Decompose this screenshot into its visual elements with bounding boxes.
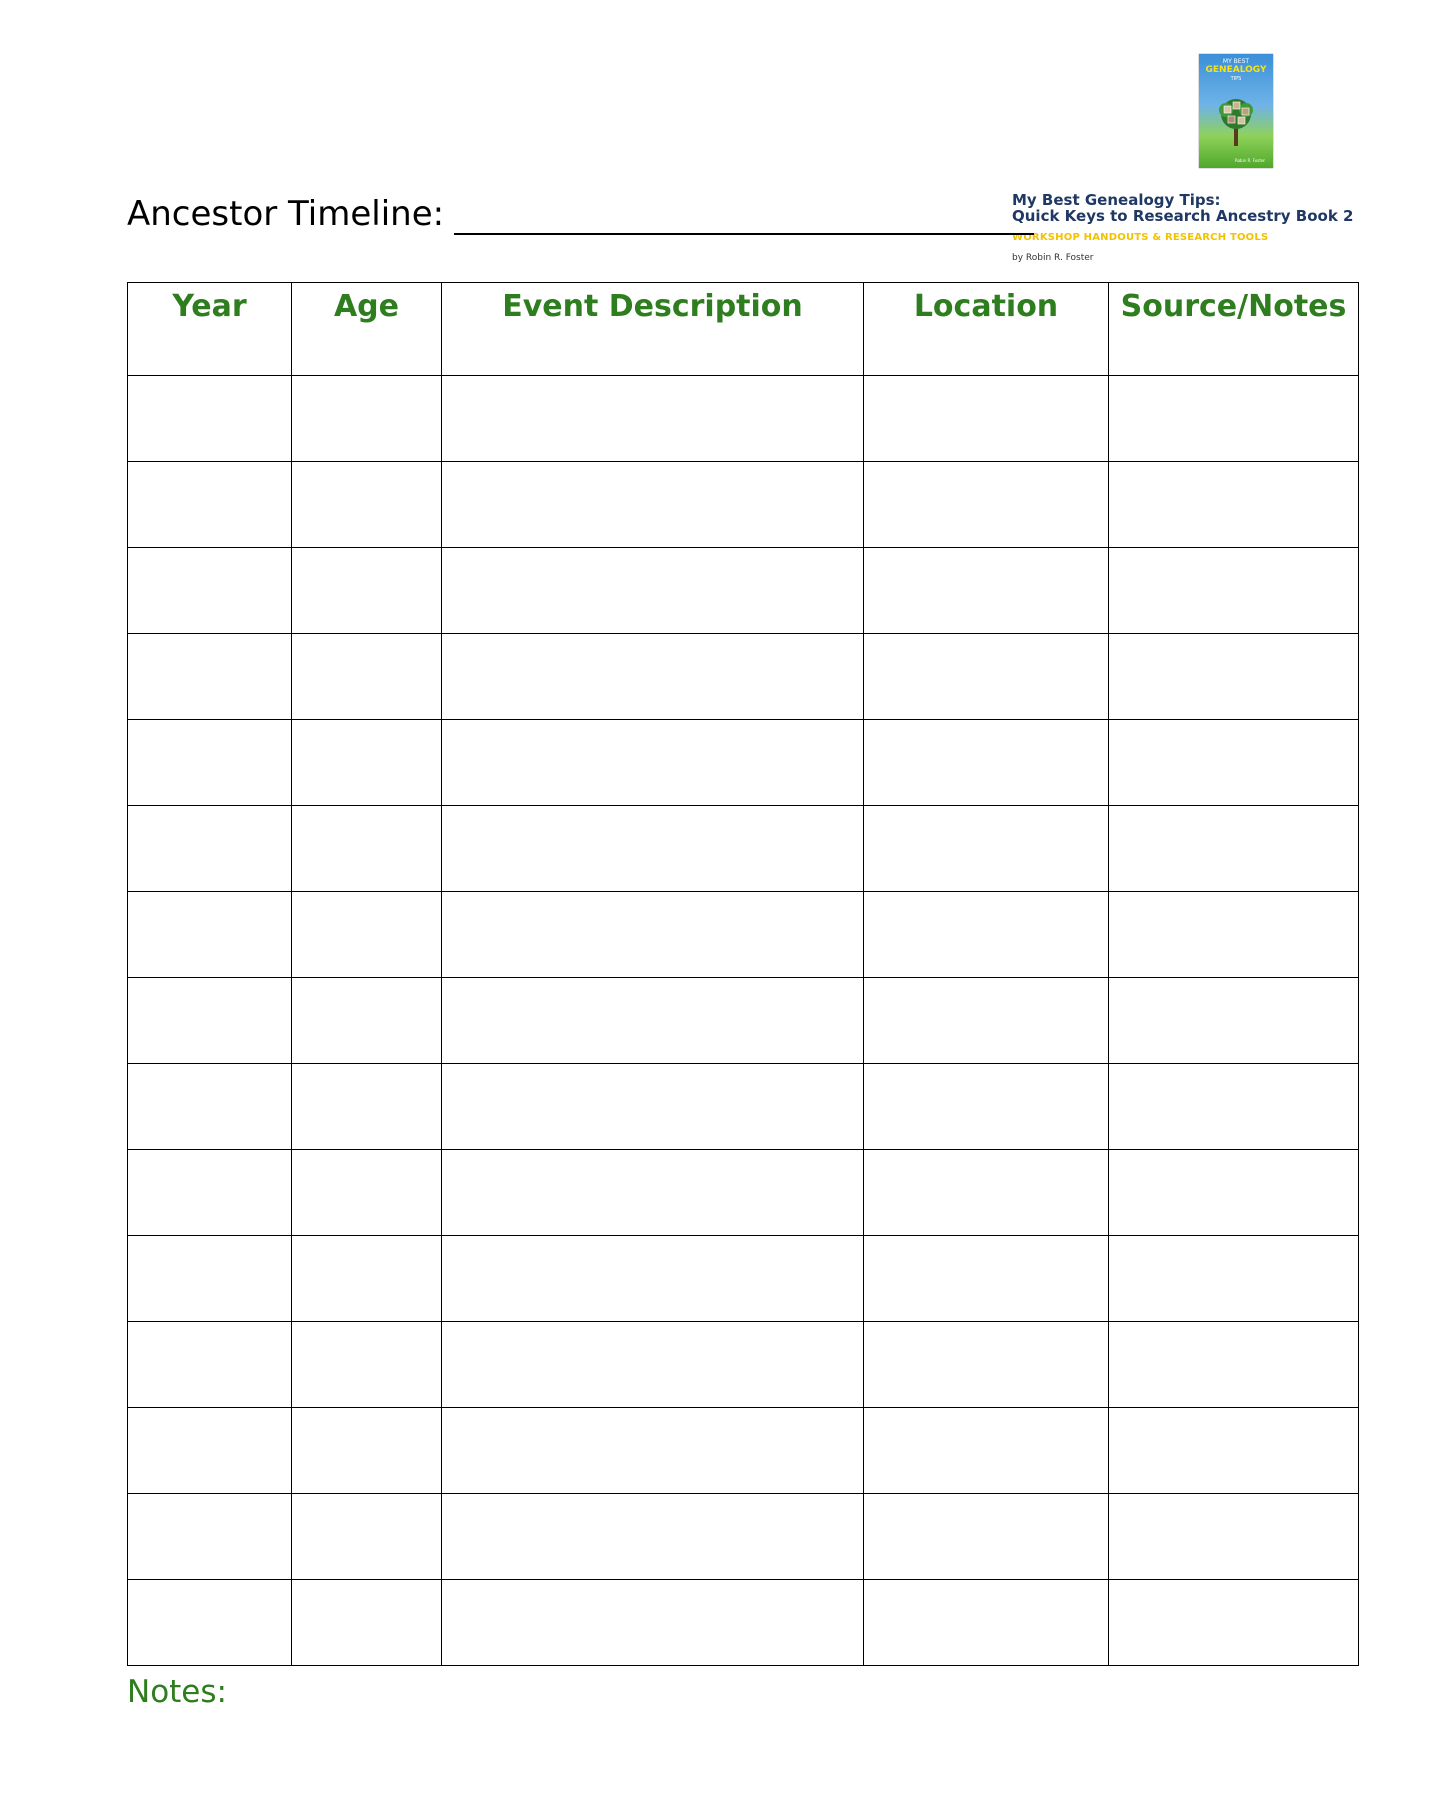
column-header-source-notes: Source/Notes [1109,283,1359,376]
tree-icon [1216,96,1256,146]
age-cell[interactable] [292,892,442,978]
age-cell[interactable] [292,376,442,462]
age-cell[interactable] [292,634,442,720]
book-title-line2: Quick Keys to Research Ancestry Book 2 [1012,207,1354,225]
book-cover-sub-text: TIPS [1230,76,1242,82]
location-cell[interactable] [864,978,1109,1064]
book-cover-top-text: MY BEST [1222,58,1250,65]
event-description-cell[interactable] [442,634,864,720]
location-cell[interactable] [864,1236,1109,1322]
table-row [128,1408,1359,1494]
year-cell[interactable] [128,978,292,1064]
event-description-cell[interactable] [442,806,864,892]
timeline-table [127,282,1359,1666]
location-cell[interactable] [864,1322,1109,1408]
location-cell[interactable] [864,1408,1109,1494]
location-cell[interactable] [864,1064,1109,1150]
age-cell[interactable] [292,1322,442,1408]
age-cell[interactable] [292,1408,442,1494]
column-header-location: Location [864,283,1109,376]
source-notes-cell[interactable] [1109,1064,1359,1150]
source-notes-cell[interactable] [1109,462,1359,548]
year-cell[interactable] [128,1150,292,1236]
year-cell[interactable] [128,892,292,978]
year-cell[interactable] [128,1494,292,1580]
year-cell[interactable] [128,1580,292,1666]
source-notes-cell[interactable] [1109,634,1359,720]
table-row [128,634,1359,720]
age-cell[interactable] [292,1064,442,1150]
table-row [128,720,1359,806]
location-cell[interactable] [864,462,1109,548]
age-cell[interactable] [292,462,442,548]
location-cell[interactable] [864,548,1109,634]
event-description-cell[interactable] [442,548,864,634]
table-row [128,1236,1359,1322]
location-cell[interactable] [864,806,1109,892]
table-row [128,1064,1359,1150]
table-row [128,1150,1359,1236]
book-author: by Robin R. Foster [1012,253,1094,263]
year-cell[interactable] [128,1236,292,1322]
location-cell[interactable] [864,892,1109,978]
source-notes-cell[interactable] [1109,1236,1359,1322]
table-header-row [128,283,1359,376]
source-notes-cell[interactable] [1109,376,1359,462]
event-description-cell[interactable] [442,1408,864,1494]
year-cell[interactable] [128,720,292,806]
year-cell[interactable] [128,548,292,634]
notes-label: Notes: [127,1674,227,1710]
event-description-cell[interactable] [442,1064,864,1150]
location-cell[interactable] [864,720,1109,806]
age-cell[interactable] [292,1494,442,1580]
table-row [128,1580,1359,1666]
page-title-text: Ancestor Timeline: [127,194,445,234]
source-notes-cell[interactable] [1109,978,1359,1064]
location-cell[interactable] [864,1494,1109,1580]
year-cell[interactable] [128,1322,292,1408]
book-cover-main-text: GENEALOGY [1205,65,1267,75]
age-cell[interactable] [292,1236,442,1322]
table-row [128,978,1359,1064]
event-description-cell[interactable] [442,1236,864,1322]
column-header-year: Year [128,283,292,376]
book-cover-image [1199,54,1273,168]
event-description-cell[interactable] [442,892,864,978]
age-cell[interactable] [292,1150,442,1236]
age-cell[interactable] [292,1580,442,1666]
year-cell[interactable] [128,376,292,462]
year-cell[interactable] [128,634,292,720]
source-notes-cell[interactable] [1109,1494,1359,1580]
location-cell[interactable] [864,1150,1109,1236]
source-notes-cell[interactable] [1109,1150,1359,1236]
event-description-cell[interactable] [442,1580,864,1666]
page-title [127,193,1034,235]
source-notes-cell[interactable] [1109,548,1359,634]
source-notes-cell[interactable] [1109,892,1359,978]
location-cell[interactable] [864,376,1109,462]
source-notes-cell[interactable] [1109,806,1359,892]
event-description-cell[interactable] [442,376,864,462]
year-cell[interactable] [128,806,292,892]
table-body [128,376,1359,1666]
year-cell[interactable] [128,1408,292,1494]
location-cell[interactable] [864,634,1109,720]
table-row [128,892,1359,978]
table-row [128,548,1359,634]
book-cover-author: Robin R. Foster [1235,158,1266,163]
book-title-line1: My Best Genealogy Tips: [1012,191,1221,209]
event-description-cell[interactable] [442,720,864,806]
column-header-event-description: Event Description [442,283,864,376]
location-cell[interactable] [864,1580,1109,1666]
table-row [128,1322,1359,1408]
column-header-age: Age [292,283,442,376]
age-cell[interactable] [292,720,442,806]
age-cell[interactable] [292,806,442,892]
table-row [128,806,1359,892]
book-info [1012,192,1432,264]
event-description-cell[interactable] [442,1494,864,1580]
event-description-cell[interactable] [442,462,864,548]
event-description-cell[interactable] [442,1322,864,1408]
year-cell[interactable] [128,462,292,548]
age-cell[interactable] [292,978,442,1064]
event-description-cell[interactable] [442,1150,864,1236]
year-cell[interactable] [128,1064,292,1150]
source-notes-cell[interactable] [1109,720,1359,806]
ancestor-name-blank[interactable] [454,199,1034,235]
source-notes-cell[interactable] [1109,1322,1359,1408]
table-row [128,1494,1359,1580]
source-notes-cell[interactable] [1109,1408,1359,1494]
source-notes-cell[interactable] [1109,1580,1359,1666]
table-row [128,462,1359,548]
table-row [128,376,1359,462]
book-subtitle: WORKSHOP HANDOUTS & RESEARCH TOOLS [1012,232,1269,243]
age-cell[interactable] [292,548,442,634]
event-description-cell[interactable] [442,978,864,1064]
